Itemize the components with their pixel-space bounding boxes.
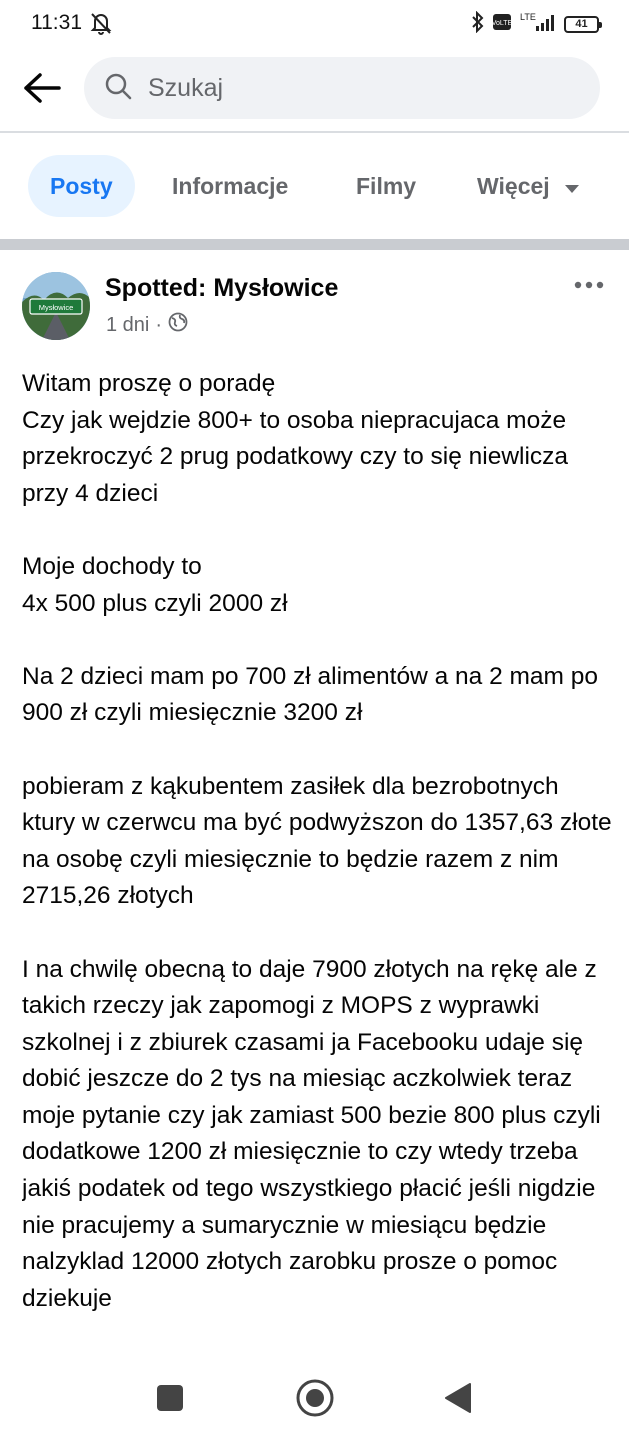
square-icon — [156, 1384, 184, 1412]
system-back-button[interactable] — [435, 1376, 479, 1420]
globe-icon — [168, 312, 188, 338]
tab-more-label: Więcej — [477, 172, 550, 199]
status-icons — [470, 10, 599, 38]
post-options-button[interactable] — [569, 272, 609, 298]
tab-films[interactable]: Filmy — [356, 172, 417, 199]
post-meta — [106, 312, 188, 338]
tab-info[interactable]: Informacje — [172, 172, 289, 199]
notifications-muted-icon — [88, 10, 114, 41]
caret-down-icon — [564, 173, 580, 200]
page-tabs — [0, 133, 629, 239]
svg-text:VoLTE: VoLTE — [492, 19, 512, 27]
status-bar — [0, 0, 629, 48]
page-name[interactable]: Spotted: Mysłowice — [105, 274, 339, 302]
status-time: 11:31 — [31, 11, 82, 34]
section-divider — [0, 239, 629, 250]
volte-icon — [492, 13, 512, 36]
tab-posts[interactable]: Posty — [28, 155, 135, 217]
recents-button[interactable] — [148, 1376, 192, 1420]
tab-more[interactable] — [477, 155, 580, 217]
meta-separator: · — [155, 313, 163, 336]
post-time: 1 dni — [106, 313, 150, 336]
battery-icon — [564, 16, 599, 33]
signal-icon — [518, 11, 558, 38]
post-header — [0, 250, 629, 350]
network-label: LTE — [520, 11, 536, 22]
arrow-left-icon — [22, 71, 62, 105]
triangle-back-icon — [442, 1382, 472, 1414]
post-paragraph: Witam proszę o poradę Czy jak wejdzie 800+ to osoba niepracujaca może przekroczyć 2 prug podatkowy czy to się niewlicza przy 4 dzieci — [22, 370, 569, 507]
home-button[interactable] — [293, 1376, 337, 1420]
back-button[interactable] — [18, 64, 66, 112]
bluetooth-icon — [470, 11, 486, 38]
page-avatar[interactable] — [22, 272, 90, 340]
more-dots-icon — [574, 281, 604, 289]
search-box[interactable] — [84, 57, 600, 119]
search-header — [0, 48, 629, 132]
system-nav-bar — [0, 1356, 629, 1440]
post-paragraph: Moje dochody to 4x 500 plus czyli 2000 zł — [22, 552, 288, 617]
avatar-sign-text: Mysłowice — [38, 303, 74, 312]
post-paragraph: pobieram z kąkubentem zasiłek dla bezrobotnych ktury w czerwcu ma być podwyższon do 1357,63 złote na osobę czyli miesięcznie to będzie razem z nim 2715,26 złotych — [22, 772, 612, 910]
post-paragraph: Na 2 dzieci mam po 700 zł alimentów a na 2 mam po 900 zł czyli miesięcznie 3200 zł — [22, 662, 599, 727]
battery-level: 41 — [575, 18, 588, 30]
search-icon — [104, 72, 132, 105]
post-text — [22, 366, 612, 1356]
post-paragraph: I na chwilę obecną to daje 7900 złotych na rękę ale z takich rzeczy jak zapomogi z MOPS z wyprawki szkolnej i z zbiurek czasami ja Facebooku udaje się dobić jeszcze do 2 tys na miesiąc aczkolwiek teraz moje pytanie czy jak zamiast 500 bezie 800 plus czyli dodatkowe 1200 zł miesięcznie to czy wtedy trzeba jakiś podatek od tego wszystkiego płacić jeśli nigdzie nie pracujemy a sumarycznie w miesiącu będzie nalzyklad 12000 złotych zarobku prosze o pomoc dziekuje — [22, 955, 601, 1312]
search-input[interactable] — [146, 73, 570, 104]
circle-icon — [295, 1378, 335, 1418]
